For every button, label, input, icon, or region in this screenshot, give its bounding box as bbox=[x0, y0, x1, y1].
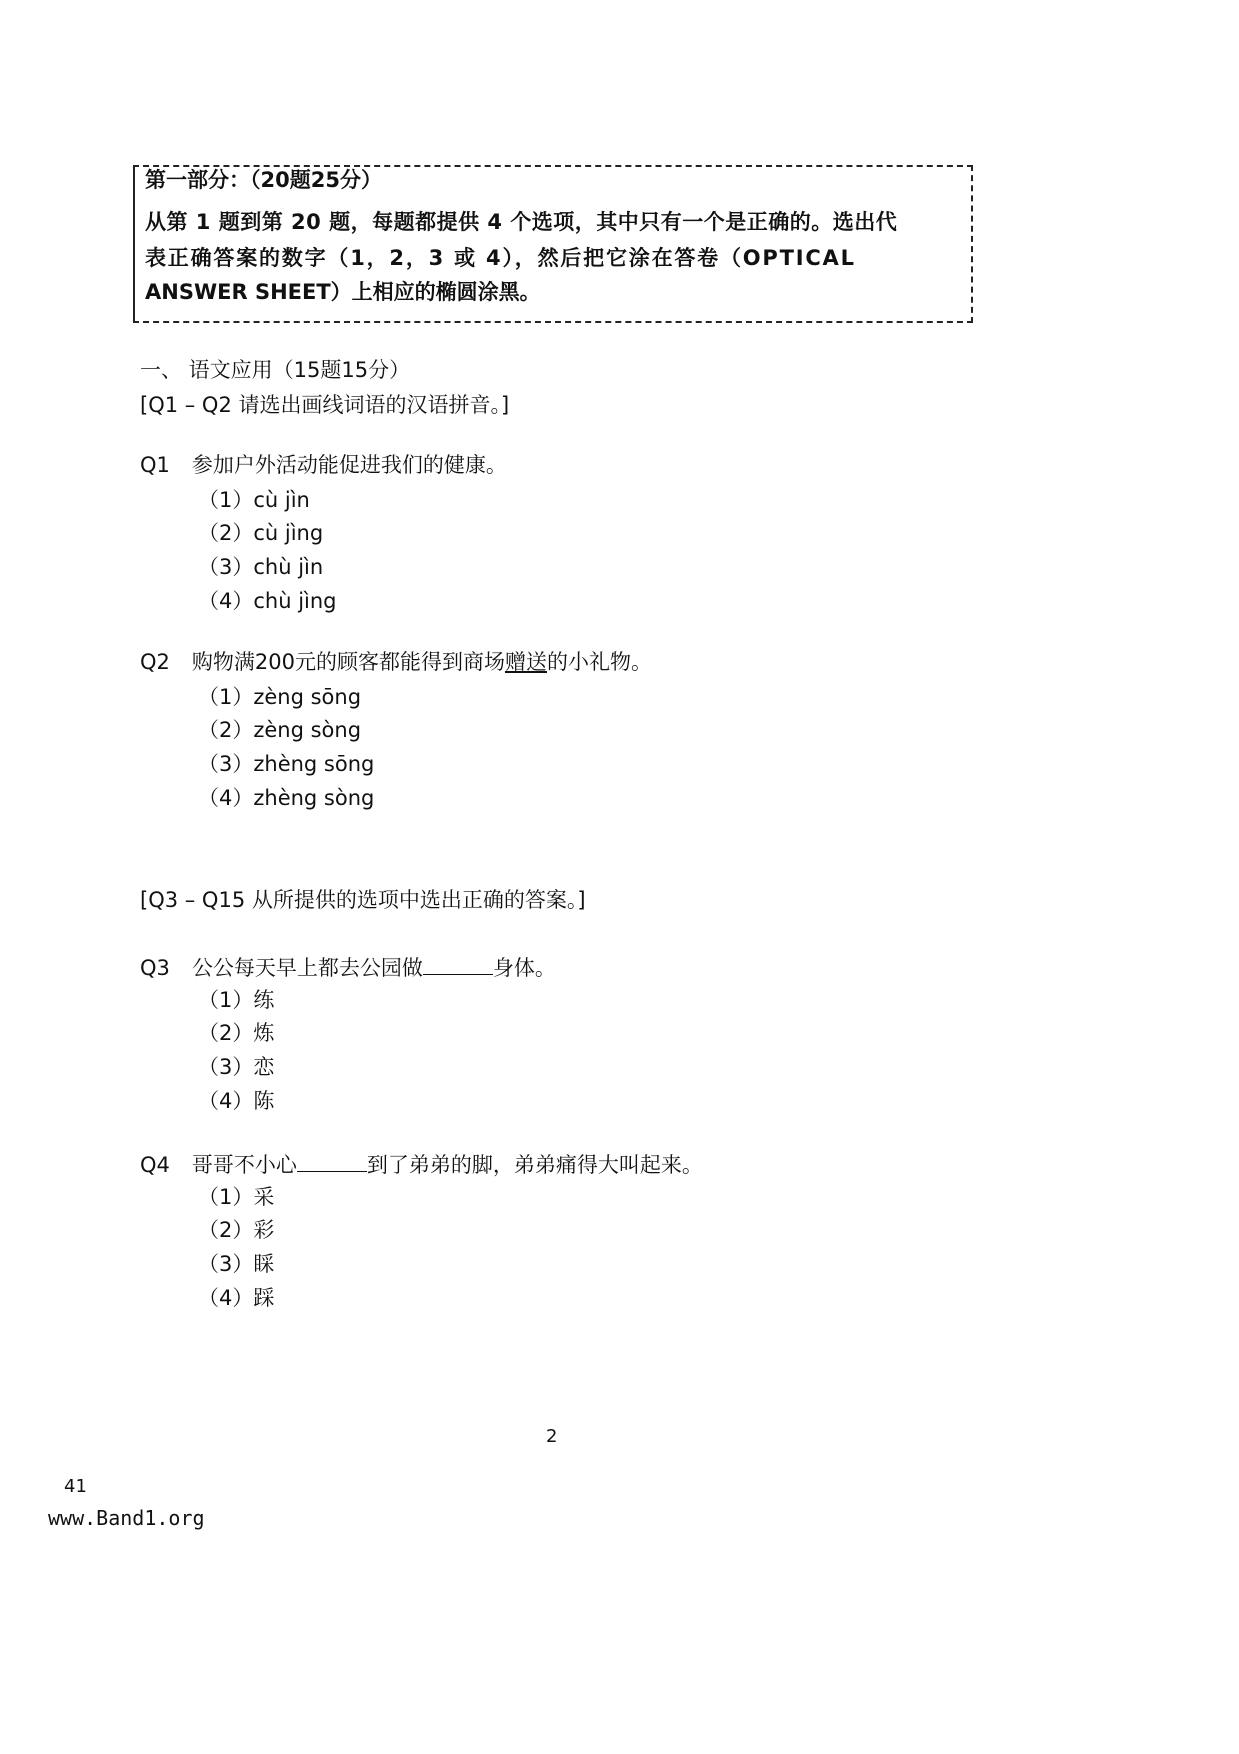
option: （1）zèng sōng bbox=[198, 685, 362, 709]
question-text: 参加户外活动能 bbox=[191, 453, 339, 477]
underlined-word: 赠送 bbox=[504, 650, 547, 674]
question-text: 哥哥不小心 bbox=[191, 1153, 297, 1177]
question-label: Q3 bbox=[140, 956, 170, 980]
option: （1）cù jìn bbox=[198, 488, 310, 512]
option: （2）cù jìng bbox=[198, 521, 324, 545]
question-text: 的小礼物。 bbox=[546, 650, 652, 674]
answer-blank bbox=[423, 956, 493, 975]
option: （2）炼 bbox=[198, 1021, 275, 1045]
question-q2 bbox=[140, 652, 652, 673]
question-q4 bbox=[140, 1153, 703, 1176]
question-label: Q4 bbox=[140, 1153, 170, 1177]
option: （3）chù jìn bbox=[198, 555, 324, 579]
underlined-word: 促进 bbox=[338, 453, 381, 477]
answer-blank bbox=[297, 1153, 367, 1172]
question-q3 bbox=[140, 956, 556, 979]
option: （3）zhèng sōng bbox=[198, 752, 375, 776]
option: （2）彩 bbox=[198, 1218, 275, 1242]
option: （4）zhèng sòng bbox=[198, 786, 375, 810]
question-q1 bbox=[140, 455, 507, 476]
instructions-line-1: 从第 1 题到第 20 题，每题都提供 4 个选项，其中只有一个是正确的。选出代 bbox=[145, 210, 898, 234]
website-link[interactable]: www.Band1.org bbox=[48, 1506, 205, 1530]
corner-number: 41 bbox=[64, 1476, 87, 1497]
option: （4）踩 bbox=[198, 1286, 275, 1310]
question-text: 我们的健康。 bbox=[380, 453, 507, 477]
question-text: 身体。 bbox=[492, 956, 556, 980]
option: （3）睬 bbox=[198, 1252, 275, 1276]
instructions-line-3: ANSWER SHEET）上相应的椭圆涂黑。 bbox=[145, 280, 541, 304]
section-note-q3-q15: [Q3 – Q15 从所提供的选项中选出正确的答案。] bbox=[140, 888, 586, 912]
option: （4）chù jìng bbox=[198, 589, 337, 613]
page-number: 2 bbox=[546, 1426, 558, 1447]
option: （2）zèng sòng bbox=[198, 718, 362, 742]
question-label: Q2 bbox=[140, 650, 170, 674]
section-note-q1-q2: [Q1 – Q2 请选出画线词语的汉语拼音。] bbox=[140, 393, 510, 417]
option: （1）采 bbox=[198, 1185, 275, 1209]
question-text: 到了弟弟的脚，弟弟痛得大叫起来。 bbox=[366, 1153, 703, 1177]
option: （4）陈 bbox=[198, 1089, 275, 1113]
option: （1）练 bbox=[198, 988, 275, 1012]
part-title: 第一部分：（20题25分） bbox=[145, 168, 382, 192]
option: （3）恋 bbox=[198, 1055, 275, 1079]
section-title: 一、 语文应用（15题15分） bbox=[140, 358, 411, 382]
question-text: 购物满200元的顾客都能得到商场 bbox=[191, 650, 505, 674]
question-text: 公公每天早上都去公园做 bbox=[191, 956, 423, 980]
instructions-line-2: 表正确答案的数字（1，2，3 或 4），然后把它涂在答卷（OPTICAL bbox=[145, 246, 856, 270]
question-label: Q1 bbox=[140, 453, 170, 477]
